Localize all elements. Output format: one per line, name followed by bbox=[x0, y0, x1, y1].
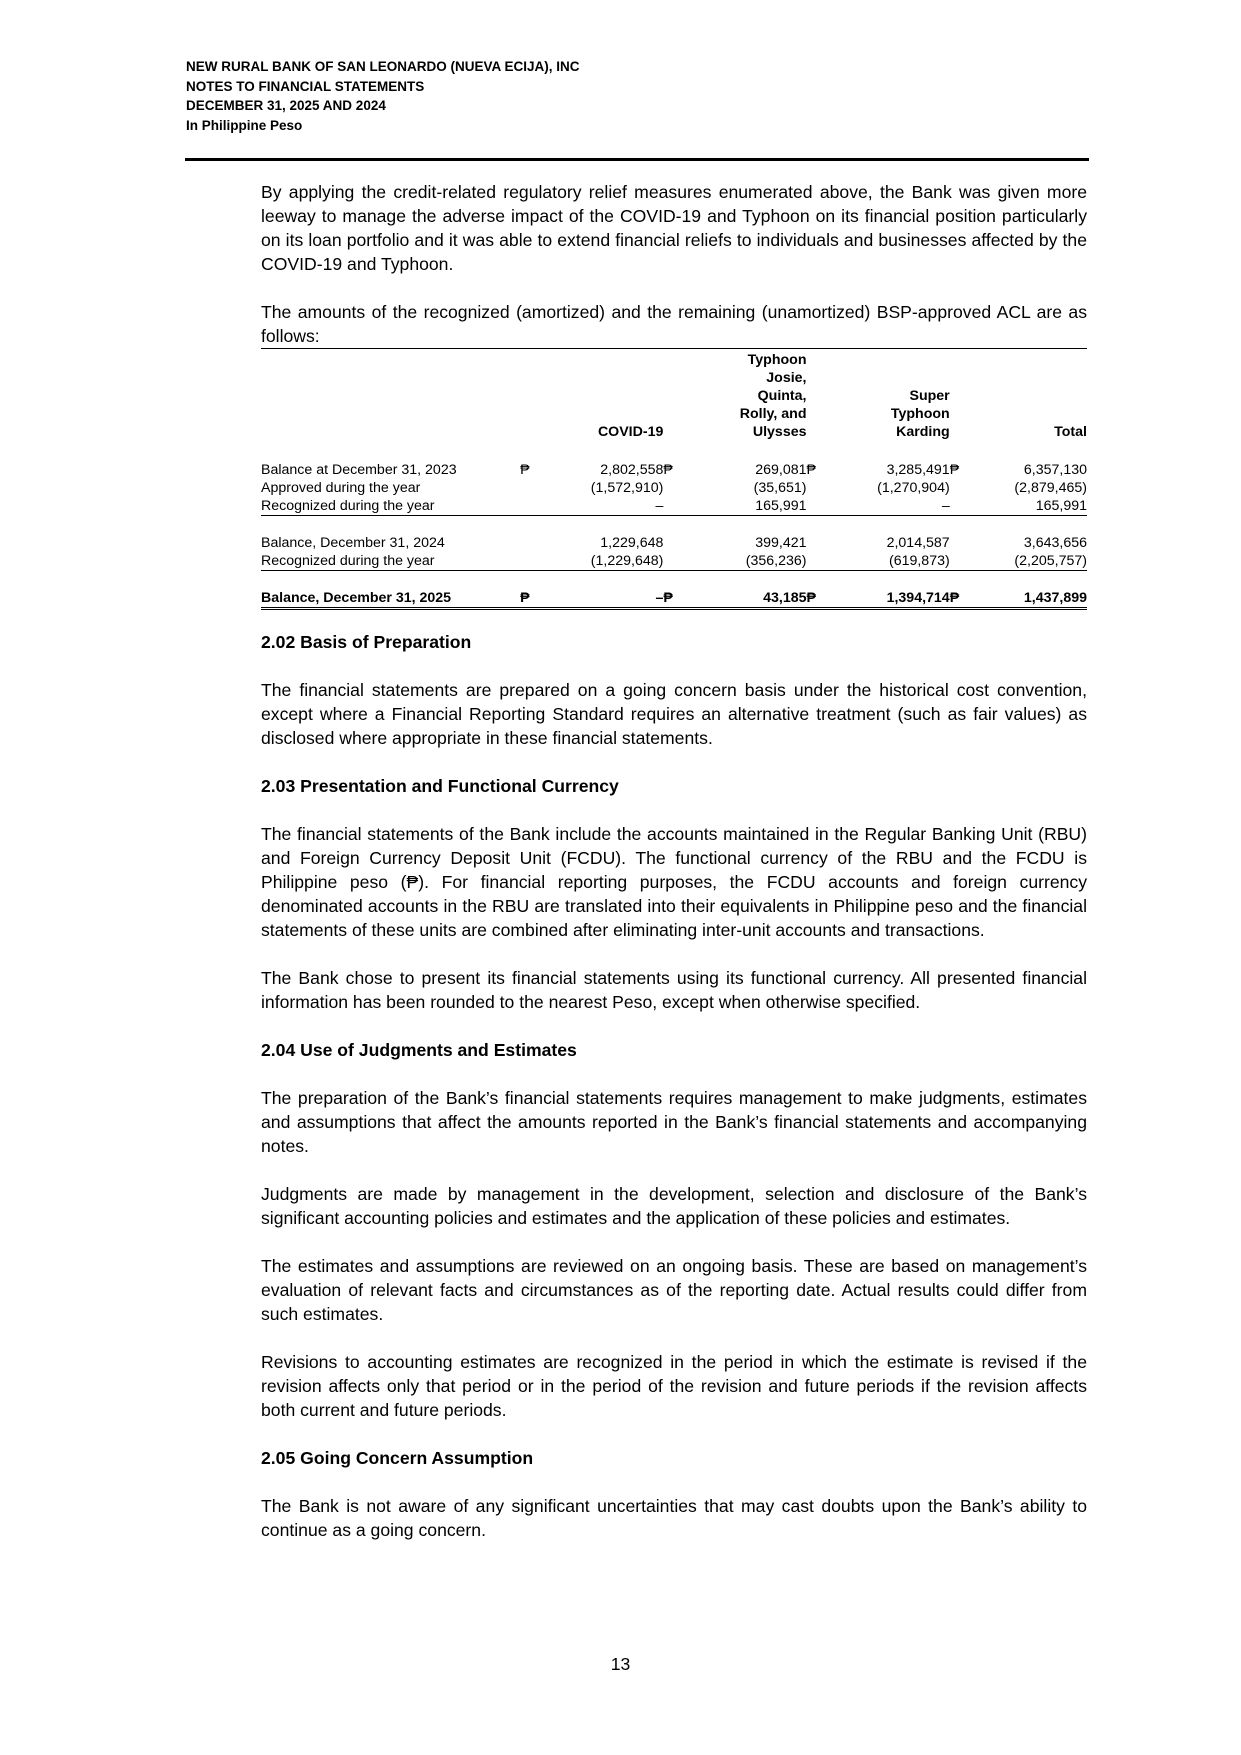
col-header-covid: COVID-19 bbox=[538, 349, 663, 444]
table-row: Approved during the year (1,572,910) (35,651) (1,270,904) (2,879,465) bbox=[261, 480, 1087, 496]
header-divider bbox=[185, 158, 1089, 161]
col-header-typhoon: Typhoon Josie, Quinta, Rolly, and Ulysses bbox=[681, 349, 806, 444]
section-paragraph: The financial statements of the Bank include the accounts maintained in the Regular Banking Unit (RBU) and Foreign Currency Deposit Unit (FCDU). The functional currency of the RBU and the FCDU is Philippine peso (₱). For financial reporting purposes, the FCDU accounts and foreign currency denominated accounts in the RBU are translated into their equivalents in Philippine peso and the financial statements of these units are combined after eliminating inter-unit accounts and transactions. bbox=[261, 824, 1087, 940]
page-number: 13 bbox=[610, 1654, 631, 1674]
document-type: NOTES TO FINANCIAL STATEMENTS bbox=[186, 78, 425, 94]
section-paragraph: The financial statements are prepared on a going concern basis under the historical cost convention, except where a Financial Reporting Standard requires an alternative treatment (such as fair values) as disclosed where appropriate in these financial statements. bbox=[261, 680, 1087, 748]
table-row: Balance at December 31, 2023 ₱ 2,802,558 ₱ 269,081 ₱ 3,285,491 ₱ 6,357,130 bbox=[261, 462, 1087, 478]
section-title-judgments-estimates: 2.04 Use of Judgments and Estimates bbox=[261, 1040, 577, 1060]
section-paragraph: Judgments are made by management in the development, selection and disclosure of the Bank’s significant accounting policies and estimates and the application of these policies and estimates. bbox=[261, 1184, 1087, 1228]
section-title-going-concern: 2.05 Going Concern Assumption bbox=[261, 1448, 534, 1468]
table-row: Recognized during the year – 165,991 – 165,991 bbox=[261, 498, 1087, 514]
table-row-total: Balance, December 31, 2025 ₱ – ₱ 43,185 ₱ 1,394,714 ₱ 1,437,899 bbox=[261, 589, 1087, 609]
currency-note: In Philippine Peso bbox=[186, 117, 303, 133]
section-title-functional-currency: 2.03 Presentation and Functional Currency bbox=[261, 776, 619, 796]
acl-intro-paragraph: The amounts of the recognized (amortized) and the remaining (unamortized) BSP-approved ACL are as follows: bbox=[261, 302, 1087, 346]
section-paragraph: The estimates and assumptions are reviewed on an ongoing basis. These are based on management’s evaluation of relevant facts and circumstances as of the reporting date. Actual results could differ from such estimates. bbox=[261, 1256, 1087, 1324]
acl-table bbox=[261, 348, 1087, 610]
col-header-super-typhoon: Super Typhoon Karding bbox=[824, 349, 949, 444]
document-header bbox=[186, 57, 580, 135]
section-paragraph: Revisions to accounting estimates are recognized in the period in which the estimate is revised if the revision affects only that period or in the period of the revision and future periods if the revision affects both current and future periods. bbox=[261, 1352, 1087, 1420]
section-paragraph: The preparation of the Bank’s financial statements requires management to make judgments, estimates and assumptions that affect the amounts reported in the Bank’s financial statements and accompanying notes. bbox=[261, 1088, 1087, 1156]
section-title-basis-of-preparation: 2.02 Basis of Preparation bbox=[261, 632, 472, 652]
section-paragraph: The Bank is not aware of any significant uncertainties that may cast doubts upon the Bank’s ability to continue as a going concern. bbox=[261, 1496, 1087, 1540]
company-name: NEW RURAL BANK OF SAN LEONARDO (NUEVA ECIJA), INC bbox=[186, 59, 580, 74]
header-blank bbox=[261, 349, 520, 444]
page-content bbox=[261, 180, 1087, 1566]
table-row: Recognized during the year (1,229,648) (356,236) (619,873) (2,205,757) bbox=[261, 553, 1087, 569]
table-row: Balance, December 31, 2024 1,229,648 399,421 2,014,587 3,643,656 bbox=[261, 535, 1087, 551]
intro-paragraph: By applying the credit-related regulatory relief measures enumerated above, the Bank was given more leeway to manage the adverse impact of the COVID-19 and Typhoon on its financial position particularly on its loan portfolio and it was able to extend financial reliefs to individuals and businesses affected by the COVID-19 and Typhoon. bbox=[261, 182, 1087, 274]
col-header-total: Total bbox=[968, 349, 1087, 444]
section-paragraph: The Bank chose to present its financial statements using its functional currency. All presented financial information has been rounded to the nearest Peso, except when otherwise specified. bbox=[261, 968, 1087, 1012]
reporting-period: DECEMBER 31, 2025 AND 2024 bbox=[186, 98, 386, 113]
